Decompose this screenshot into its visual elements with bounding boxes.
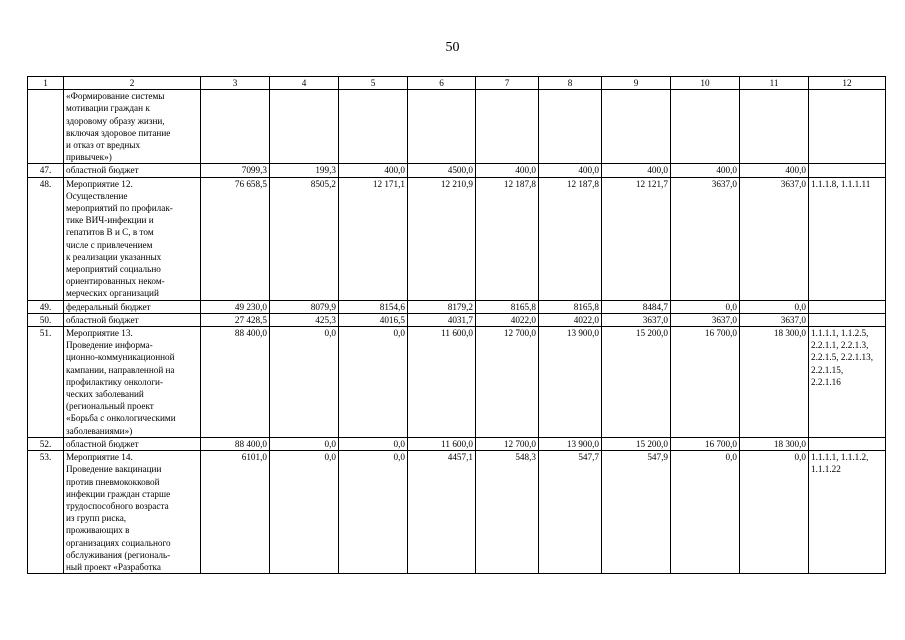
row-value: 548,3 [476, 451, 539, 574]
row-name: областной бюджет [64, 164, 201, 177]
budget-table [27, 76, 886, 574]
row-value: 76 658,5 [201, 177, 270, 300]
row-value: 15 200,0 [602, 437, 671, 450]
row-name: Мероприятие 12. Осуществление мероприятий по профилак- тике ВИЧ-инфекции и гепатитов В и С, в том числе с привлечением к реализации указанных мероприятий социально ориентированных неком- мерческих организаций [64, 177, 201, 300]
row-value: 3637,0 [740, 177, 809, 300]
column-header: 2 [64, 77, 201, 90]
row-value: 400,0 [671, 164, 740, 177]
row-value: 13 900,0 [539, 437, 602, 450]
row-value: 425,3 [270, 313, 339, 326]
table-header-row [28, 77, 886, 90]
row-value: 18 300,0 [740, 437, 809, 450]
row-value: 547,7 [539, 451, 602, 574]
row-value: 199,3 [270, 164, 339, 177]
row-value: 49 230,0 [201, 300, 270, 313]
row-value: 12 700,0 [476, 437, 539, 450]
row-value: 0,0 [339, 327, 408, 438]
row-value: 7099,3 [201, 164, 270, 177]
row-value: 400,0 [539, 164, 602, 177]
table-row [28, 437, 886, 450]
row-value: 8079,9 [270, 300, 339, 313]
row-name: областной бюджет [64, 313, 201, 326]
row-reference: 1.1.1.8, 1.1.1.11 [809, 177, 886, 300]
row-value: 0,0 [740, 300, 809, 313]
row-value [408, 90, 476, 164]
row-value: 3637,0 [671, 313, 740, 326]
row-value: 4022,0 [539, 313, 602, 326]
table-row [28, 451, 886, 574]
row-value: 4500,0 [408, 164, 476, 177]
row-value: 18 300,0 [740, 327, 809, 438]
column-header: 11 [740, 77, 809, 90]
column-header: 6 [408, 77, 476, 90]
row-name: федеральный бюджет [64, 300, 201, 313]
column-header: 1 [28, 77, 64, 90]
row-value: 13 900,0 [539, 327, 602, 438]
row-number: 51. [28, 327, 64, 438]
row-reference [809, 300, 886, 313]
row-value: 0,0 [740, 451, 809, 574]
row-value [201, 90, 270, 164]
row-reference: 1.1.1.1, 1.1.2.5, 2.2.1.1, 2.2.1.3, 2.2.1.5, 2.2.1.13, 2.2.1.15, 2.2.1.16 [809, 327, 886, 438]
row-value: 12 187,8 [476, 177, 539, 300]
column-header: 3 [201, 77, 270, 90]
row-value: 8165,8 [539, 300, 602, 313]
row-value: 8165,8 [476, 300, 539, 313]
row-value [539, 90, 602, 164]
row-value [270, 90, 339, 164]
row-value: 12 171,1 [339, 177, 408, 300]
row-value: 400,0 [602, 164, 671, 177]
row-value: 12 121,7 [602, 177, 671, 300]
table-row [28, 327, 886, 438]
row-reference [809, 437, 886, 450]
row-value: 0,0 [671, 300, 740, 313]
row-value: 8505,2 [270, 177, 339, 300]
row-value: 400,0 [740, 164, 809, 177]
column-header: 5 [339, 77, 408, 90]
column-header: 4 [270, 77, 339, 90]
row-value: 4016,5 [339, 313, 408, 326]
table-row [28, 313, 886, 326]
page-number: 50 [445, 40, 460, 55]
row-value: 11 600,0 [408, 327, 476, 438]
row-value [339, 90, 408, 164]
row-value: 0,0 [270, 327, 339, 438]
row-value: 400,0 [476, 164, 539, 177]
row-value: 88 400,0 [201, 327, 270, 438]
row-number: 48. [28, 177, 64, 300]
row-value: 0,0 [270, 451, 339, 574]
column-header: 7 [476, 77, 539, 90]
row-value: 4457,1 [408, 451, 476, 574]
row-value: 12 210,9 [408, 177, 476, 300]
row-value: 15 200,0 [602, 327, 671, 438]
row-number: 49. [28, 300, 64, 313]
row-value: 4031,7 [408, 313, 476, 326]
row-value: 11 600,0 [408, 437, 476, 450]
row-value: 0,0 [339, 437, 408, 450]
row-name: Мероприятие 14. Проведение вакцинации против пневмококковой инфекции граждан старше трудоспособного возраста из групп риска, проживающих в организациях социального обслуживания (региональ- ный проект «Разработка [64, 451, 201, 574]
row-reference [809, 90, 886, 164]
row-value: 6101,0 [201, 451, 270, 574]
row-number [28, 90, 64, 164]
row-value: 12 700,0 [476, 327, 539, 438]
row-value: 3637,0 [602, 313, 671, 326]
row-value: 0,0 [339, 451, 408, 574]
row-reference: 1.1.1.1, 1.1.1.2, 1.1.1.22 [809, 451, 886, 574]
column-header: 12 [809, 77, 886, 90]
row-value [602, 90, 671, 164]
row-number: 52. [28, 437, 64, 450]
row-value: 3637,0 [740, 313, 809, 326]
row-value: 4022,0 [476, 313, 539, 326]
row-value: 27 428,5 [201, 313, 270, 326]
row-value [476, 90, 539, 164]
row-value: 12 187,8 [539, 177, 602, 300]
row-name: Мероприятие 13. Проведение информа- ционно-коммуникационной кампании, направленной на профилактику онкологи- ческих заболеваний (региональный проект «Борьба с онкологическими заболеваниями») [64, 327, 201, 438]
row-value [740, 90, 809, 164]
row-value: 8179,2 [408, 300, 476, 313]
row-value: 547,9 [602, 451, 671, 574]
table-row [28, 164, 886, 177]
row-number: 47. [28, 164, 64, 177]
row-name: областной бюджет [64, 437, 201, 450]
row-value: 16 700,0 [671, 437, 740, 450]
row-value: 400,0 [339, 164, 408, 177]
row-reference [809, 164, 886, 177]
row-value: 8154,6 [339, 300, 408, 313]
column-header: 9 [602, 77, 671, 90]
row-reference [809, 313, 886, 326]
row-number: 53. [28, 451, 64, 574]
row-value: 0,0 [671, 451, 740, 574]
row-value: 0,0 [270, 437, 339, 450]
column-header: 8 [539, 77, 602, 90]
row-value: 3637,0 [671, 177, 740, 300]
table-row [28, 300, 886, 313]
table-row [28, 177, 886, 300]
row-value: 16 700,0 [671, 327, 740, 438]
table-row [28, 90, 886, 164]
column-header: 10 [671, 77, 740, 90]
row-value: 8484,7 [602, 300, 671, 313]
row-value: 88 400,0 [201, 437, 270, 450]
row-name: «Формирование системы мотивации граждан к здоровому образу жизни, включая здоровое питание и отказ от вредных привычек») [64, 90, 201, 164]
row-value [671, 90, 740, 164]
row-number: 50. [28, 313, 64, 326]
